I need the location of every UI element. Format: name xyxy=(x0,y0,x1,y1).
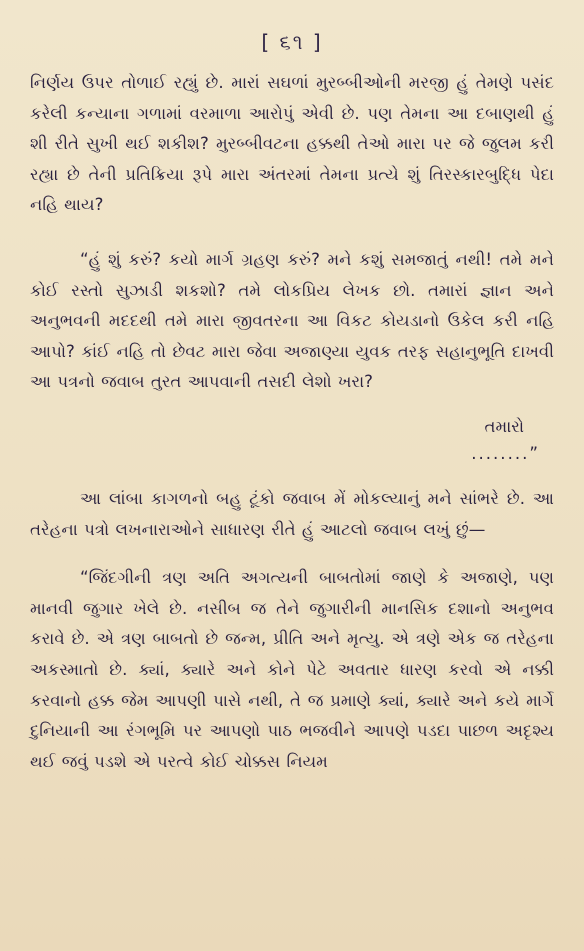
paragraph-1: નિર્ણય ઉપર તોળાઈ રહ્યું છે. મારાં સઘળાં મુરબ્બીઓની મરજી હું તેમણે પસંદ કરેલી કન્યાના ગળામાં વરમાળા આરોપું એવી છે. પણ તેમના આ દબાણથી હું શી રીતે સુખી થઈ શકીશ? મુરબ્બીવટના હક્કથી તેઓ મારા પર જે જુલમ કરી રહ્યા છે તેની પ્રતિક્રિયા રૂપે મારા અંતરમાં તેમના પ્રત્યે શું તિરસ્કારબુદ્ધિ પેદા નહિ થાય? xyxy=(30,73,554,215)
letter-signature: ........” xyxy=(471,443,540,463)
paragraph-2: “હું શું કરું? કયો માર્ગ ગ્રહણ કરું? મને કશું સમજાતું નથી! તમે મને કોઈ રસ્તો સુઝાડી શકશો? તમે લોકપ્રિય લેખક છો. તમારાં જ્ઞાન અને અનુભવની મદદથી તમે મારા જીવતરના આ વિકટ કોયડાનો ઉકેલ કરી નહિ આપો? કાંઈ નહિ તો છેવટ મારા જેવા અજાણ્યા યુવક તરફ સહાનુભૂતિ દાખવી આ પત્રનો જવાબ તુરત આપવાની તસદી લેશો ખરા? xyxy=(30,249,554,392)
paragraph-3: આ લાંબા કાગળનો બહુ ટૂંકો જવાબ મેં મોકલ્યાનું મને સાંભરે છે. આ તરેહના પત્રો લખનારાઓને સાધારણ રીતે હું આટલો જવાબ લખું છું— xyxy=(30,488,554,539)
page-number: [ ૬૧ ] xyxy=(261,30,323,54)
letter-closing: તમારો xyxy=(484,416,524,436)
paragraph-4: “જિંદગીની ત્રણ અતિ અગત્યની બાબતોમાં જાણે કે અજાણે, પણ માનવી જુગાર ખેલે છે. નસીબ જ તેને જુગારીની માનસિક દશાનો અનુભવ કરાવે છે. એ ત્રણ બાબતો છે જન્મ, પ્રીતિ અને મૃત્યુ. એ ત્રણે એક જ તરેહના અકસ્માતો છે. ક્યાં, ક્યારે અને કોને પેટે અવતાર ધારણ કરવો એ નક્કી કરવાનો હક્ક જેમ આપણી પાસે નથી, તે જ પ્રમાણે ક્યાં, ક્યારે અને કયે માર્ગે દુનિયાની આ રંગભૂમિ પર આપણો પાઠ ભજવીને આપણે પડદા પાછળ અદૃશ્ય થઈ જવું પડશે એ પરત્વે કોઈ ચોક્કસ નિયમ xyxy=(30,568,554,771)
